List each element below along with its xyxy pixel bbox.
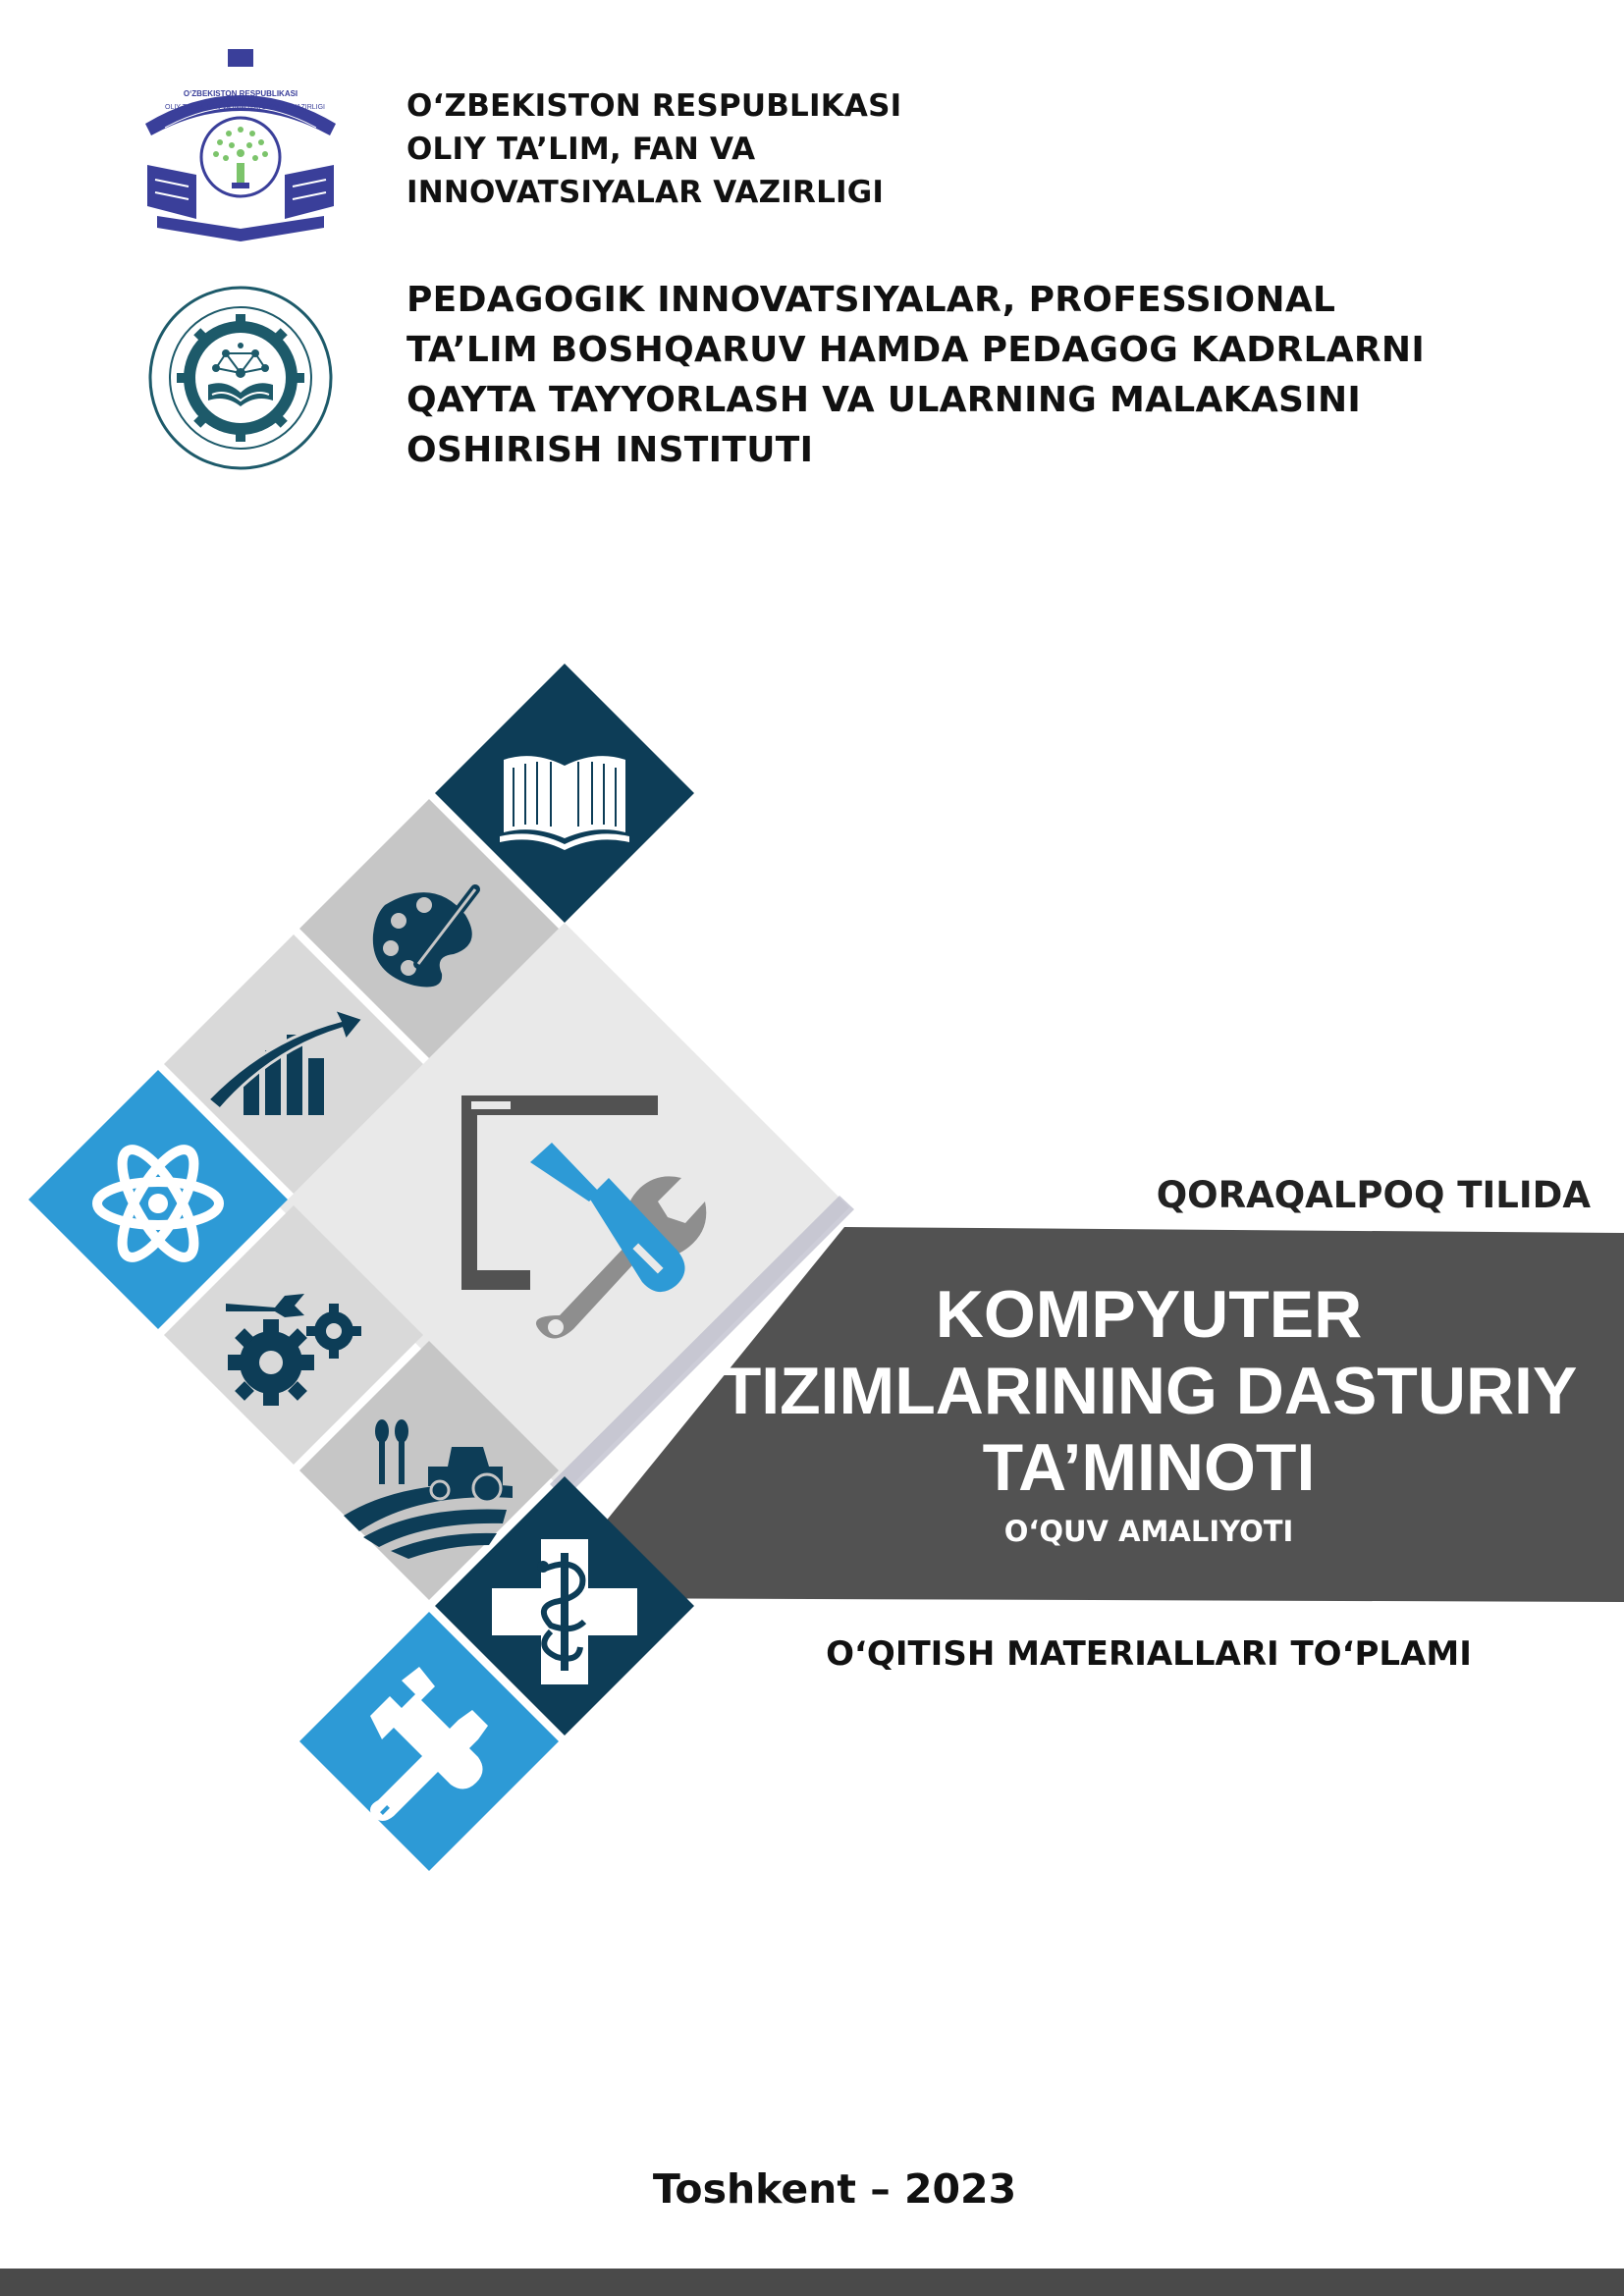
institute-line-1: PEDAGOGIK INNOVATSIYALAR, PROFESSIONAL	[406, 280, 1336, 320]
ministry-line-1: O‘ZBEKISTON RESPUBLIKASI	[406, 88, 902, 124]
ministry-logo-arc-text: O‘ZBEKISTON RESPUBLIKASI	[183, 89, 298, 98]
book-subtitle: O‘QUV AMALIYOTI	[1003, 1515, 1294, 1548]
title-line-2: TIZIMLARINING DASTURIY	[720, 1354, 1578, 1428]
ministry-line-2: OLIY TA’LIM, FAN VA	[406, 132, 756, 167]
ministry-logo-arc-text-2: OLIY TA’LIM, FAN VA INNOVATSIYALAR VAZIRLIGI	[165, 104, 325, 111]
collection-label: O‘QITISH MATERIALLARI TO‘PLAMI	[826, 1634, 1472, 1674]
institute-line-3: QAYTA TAYYORLASH VA ULARNING MALAKASINI	[406, 380, 1362, 420]
footer-bar	[0, 2269, 1624, 2296]
book-icon	[500, 756, 629, 850]
ministry-line-3: INNOVATSIYALAR VAZIRLIGI	[406, 175, 885, 210]
title-line-3: TA’MINOTI	[982, 1430, 1316, 1505]
language-label: QORAQALPOQ TILIDA	[1156, 1174, 1591, 1216]
institute-line-4: OSHIRISH INSTITUTI	[406, 430, 814, 470]
institute-line-2: TA’LIM BOSHQARUV HAMDA PEDAGOG KADRLARNI	[406, 330, 1426, 370]
book-title	[707, 1276, 1591, 1506]
title-line-1: KOMPYUTER	[935, 1277, 1363, 1352]
city-year: Toshkent – 2023	[652, 2165, 1017, 2213]
